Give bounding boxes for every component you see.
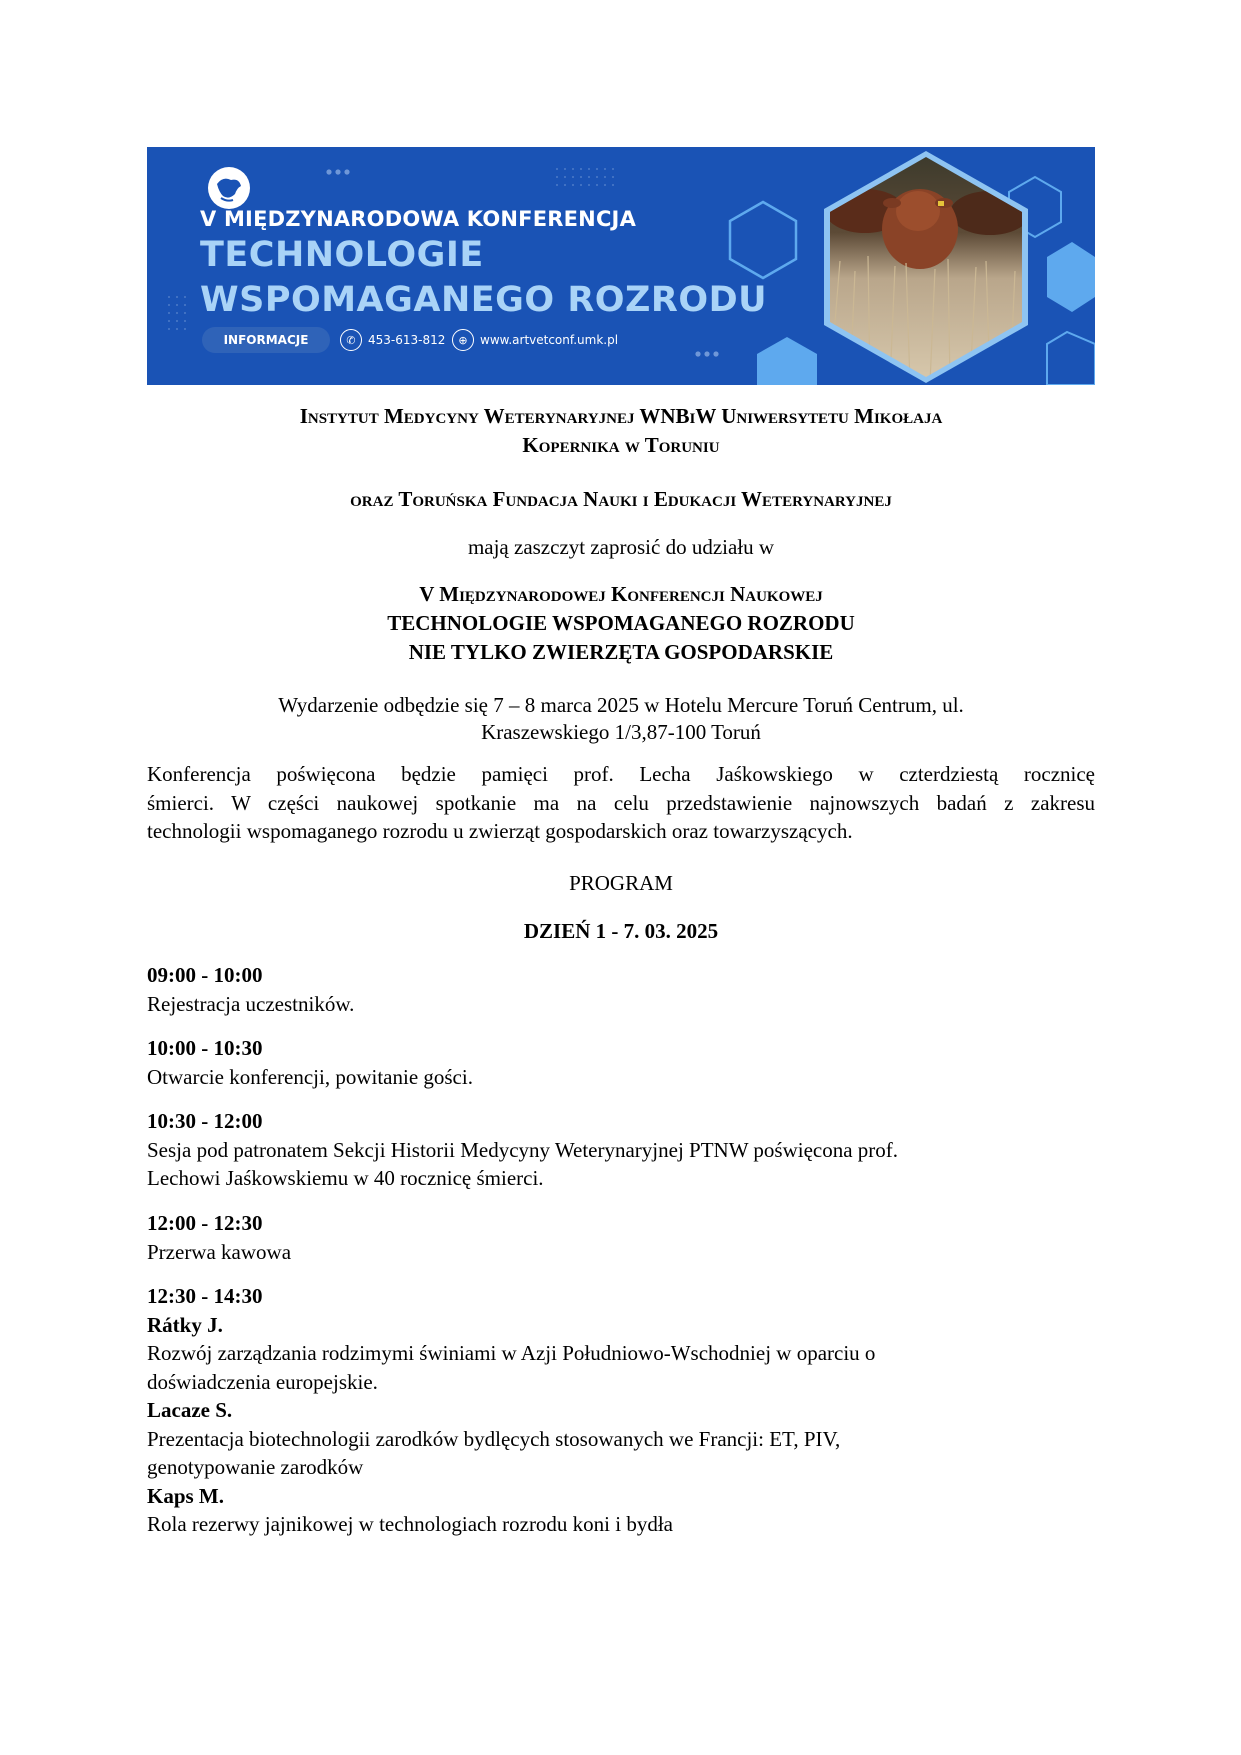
institute-line1: Instytut Medycyny Weterynaryjnej WNBiW Uniwersytetu Mikołaja: [299, 404, 943, 428]
banner-subtitle: V MIĘDZYNARODOWA KONFERENCJA: [200, 207, 637, 231]
event-line2: Kraszewskiego 1/3,87-100 Toruń: [481, 720, 761, 744]
event-details: [147, 692, 1095, 746]
talk-title: Rola rezerwy jajnikowej w technologiach rozrodu koni i bydła: [147, 1512, 674, 1536]
institute-line2: Kopernika w Toruniu: [522, 433, 720, 457]
speaker-name: Kaps M.: [147, 1483, 225, 1508]
intro-line1: Konferencja poświęcona będzie pamięci prof. Lecha Jaśkowskiego w czterdziestą rocznicę: [147, 762, 1095, 786]
talk-title: Prezentacja biotechnologii zarodków bydlęcych stosowanych we Francji: ET, PIV,: [147, 1426, 841, 1451]
program-title: PROGRAM: [569, 871, 673, 895]
event-line1: Wydarzenie odbędzie się 7 – 8 marca 2025 w Hotelu Mercure Toruń Centrum, ul.: [278, 693, 964, 717]
program-description: Przerwa kawowa: [147, 1239, 292, 1264]
intro-paragraph: [147, 760, 1095, 846]
program-description-cont: Lechowi Jaśkowskiemu w 40 rocznicę śmierci.: [147, 1166, 544, 1190]
program-time: 10:00 - 10:30: [147, 1036, 263, 1060]
intro-line3: technologii wspomaganego rozrodu u zwierząt gospodarskich oraz towarzyszących.: [147, 819, 853, 843]
foundation-name: oraz Toruńska Fundacja Nauki i Edukacji Weterynaryjnej: [350, 487, 892, 511]
program-description: Otwarcie konferencji, powitanie gości.: [147, 1064, 473, 1089]
info-pill: INFORMACJE: [202, 327, 330, 353]
phone-number: 453-613-812: [368, 333, 446, 347]
program-item: [147, 1107, 1095, 1193]
program-item: [147, 1034, 1095, 1091]
program-day: DZIEŃ 1 - 7. 03. 2025: [523, 919, 719, 943]
website-url: www.artvetconf.umk.pl: [480, 333, 619, 347]
conference-line3: NIE TYLKO ZWIERZĘTA GOSPODARSKIE: [408, 640, 834, 664]
globe-cow-logo-icon: [205, 164, 253, 212]
banner-title-line1: TECHNOLOGIE: [200, 235, 484, 275]
program-time: 10:30 - 12:00: [147, 1109, 263, 1133]
speaker-name: Rátky J.: [147, 1312, 223, 1337]
program-time: 09:00 - 10:00: [147, 963, 263, 987]
website-contact: [452, 327, 618, 353]
program-description: Rejestracja uczestników.: [147, 991, 355, 1016]
conference-name: [147, 580, 1095, 667]
program-description: Sesja pod patronatem Sekcji Historii Medycyny Weterynaryjnej PTNW poświęcona prof.: [147, 1137, 899, 1162]
phone-icon: ✆: [340, 329, 362, 351]
globe-icon: ⊕: [452, 329, 474, 351]
phone-contact: [340, 327, 445, 353]
speaker-name: Lacaze S.: [147, 1398, 233, 1422]
talk-title-cont: doświadczenia europejskie.: [147, 1369, 378, 1394]
conference-banner: [147, 147, 1095, 385]
conference-line1: V Międzynarodowej Konferencji Naukowej: [419, 582, 823, 606]
banner-title-line2: WSPOMAGANEGO ROZRODU: [200, 280, 768, 320]
program-item: [147, 1282, 1095, 1539]
program-time: 12:00 - 12:30: [147, 1211, 263, 1235]
conference-line2: TECHNOLOGIE WSPOMAGANEGO ROZRODU: [387, 611, 855, 635]
cattle-photo: [810, 151, 1042, 383]
invitation-text: mają zaszczyt zaprosić do udziału w: [467, 535, 775, 559]
program-item: [147, 961, 1095, 1018]
talk-title-cont: genotypowanie zarodków: [147, 1455, 364, 1479]
institute-name: [147, 402, 1095, 460]
program-item: [147, 1209, 1095, 1266]
program-time: 12:30 - 14:30: [147, 1284, 263, 1308]
intro-line2: śmierci. W części naukowej spotkanie ma na celu przedstawienie najnowszych badań z zakresu: [147, 790, 1095, 815]
talk-title: Rozwój zarządzania rodzimymi świniami w Azji Południowo-Wschodniej w oparciu o: [147, 1341, 876, 1365]
